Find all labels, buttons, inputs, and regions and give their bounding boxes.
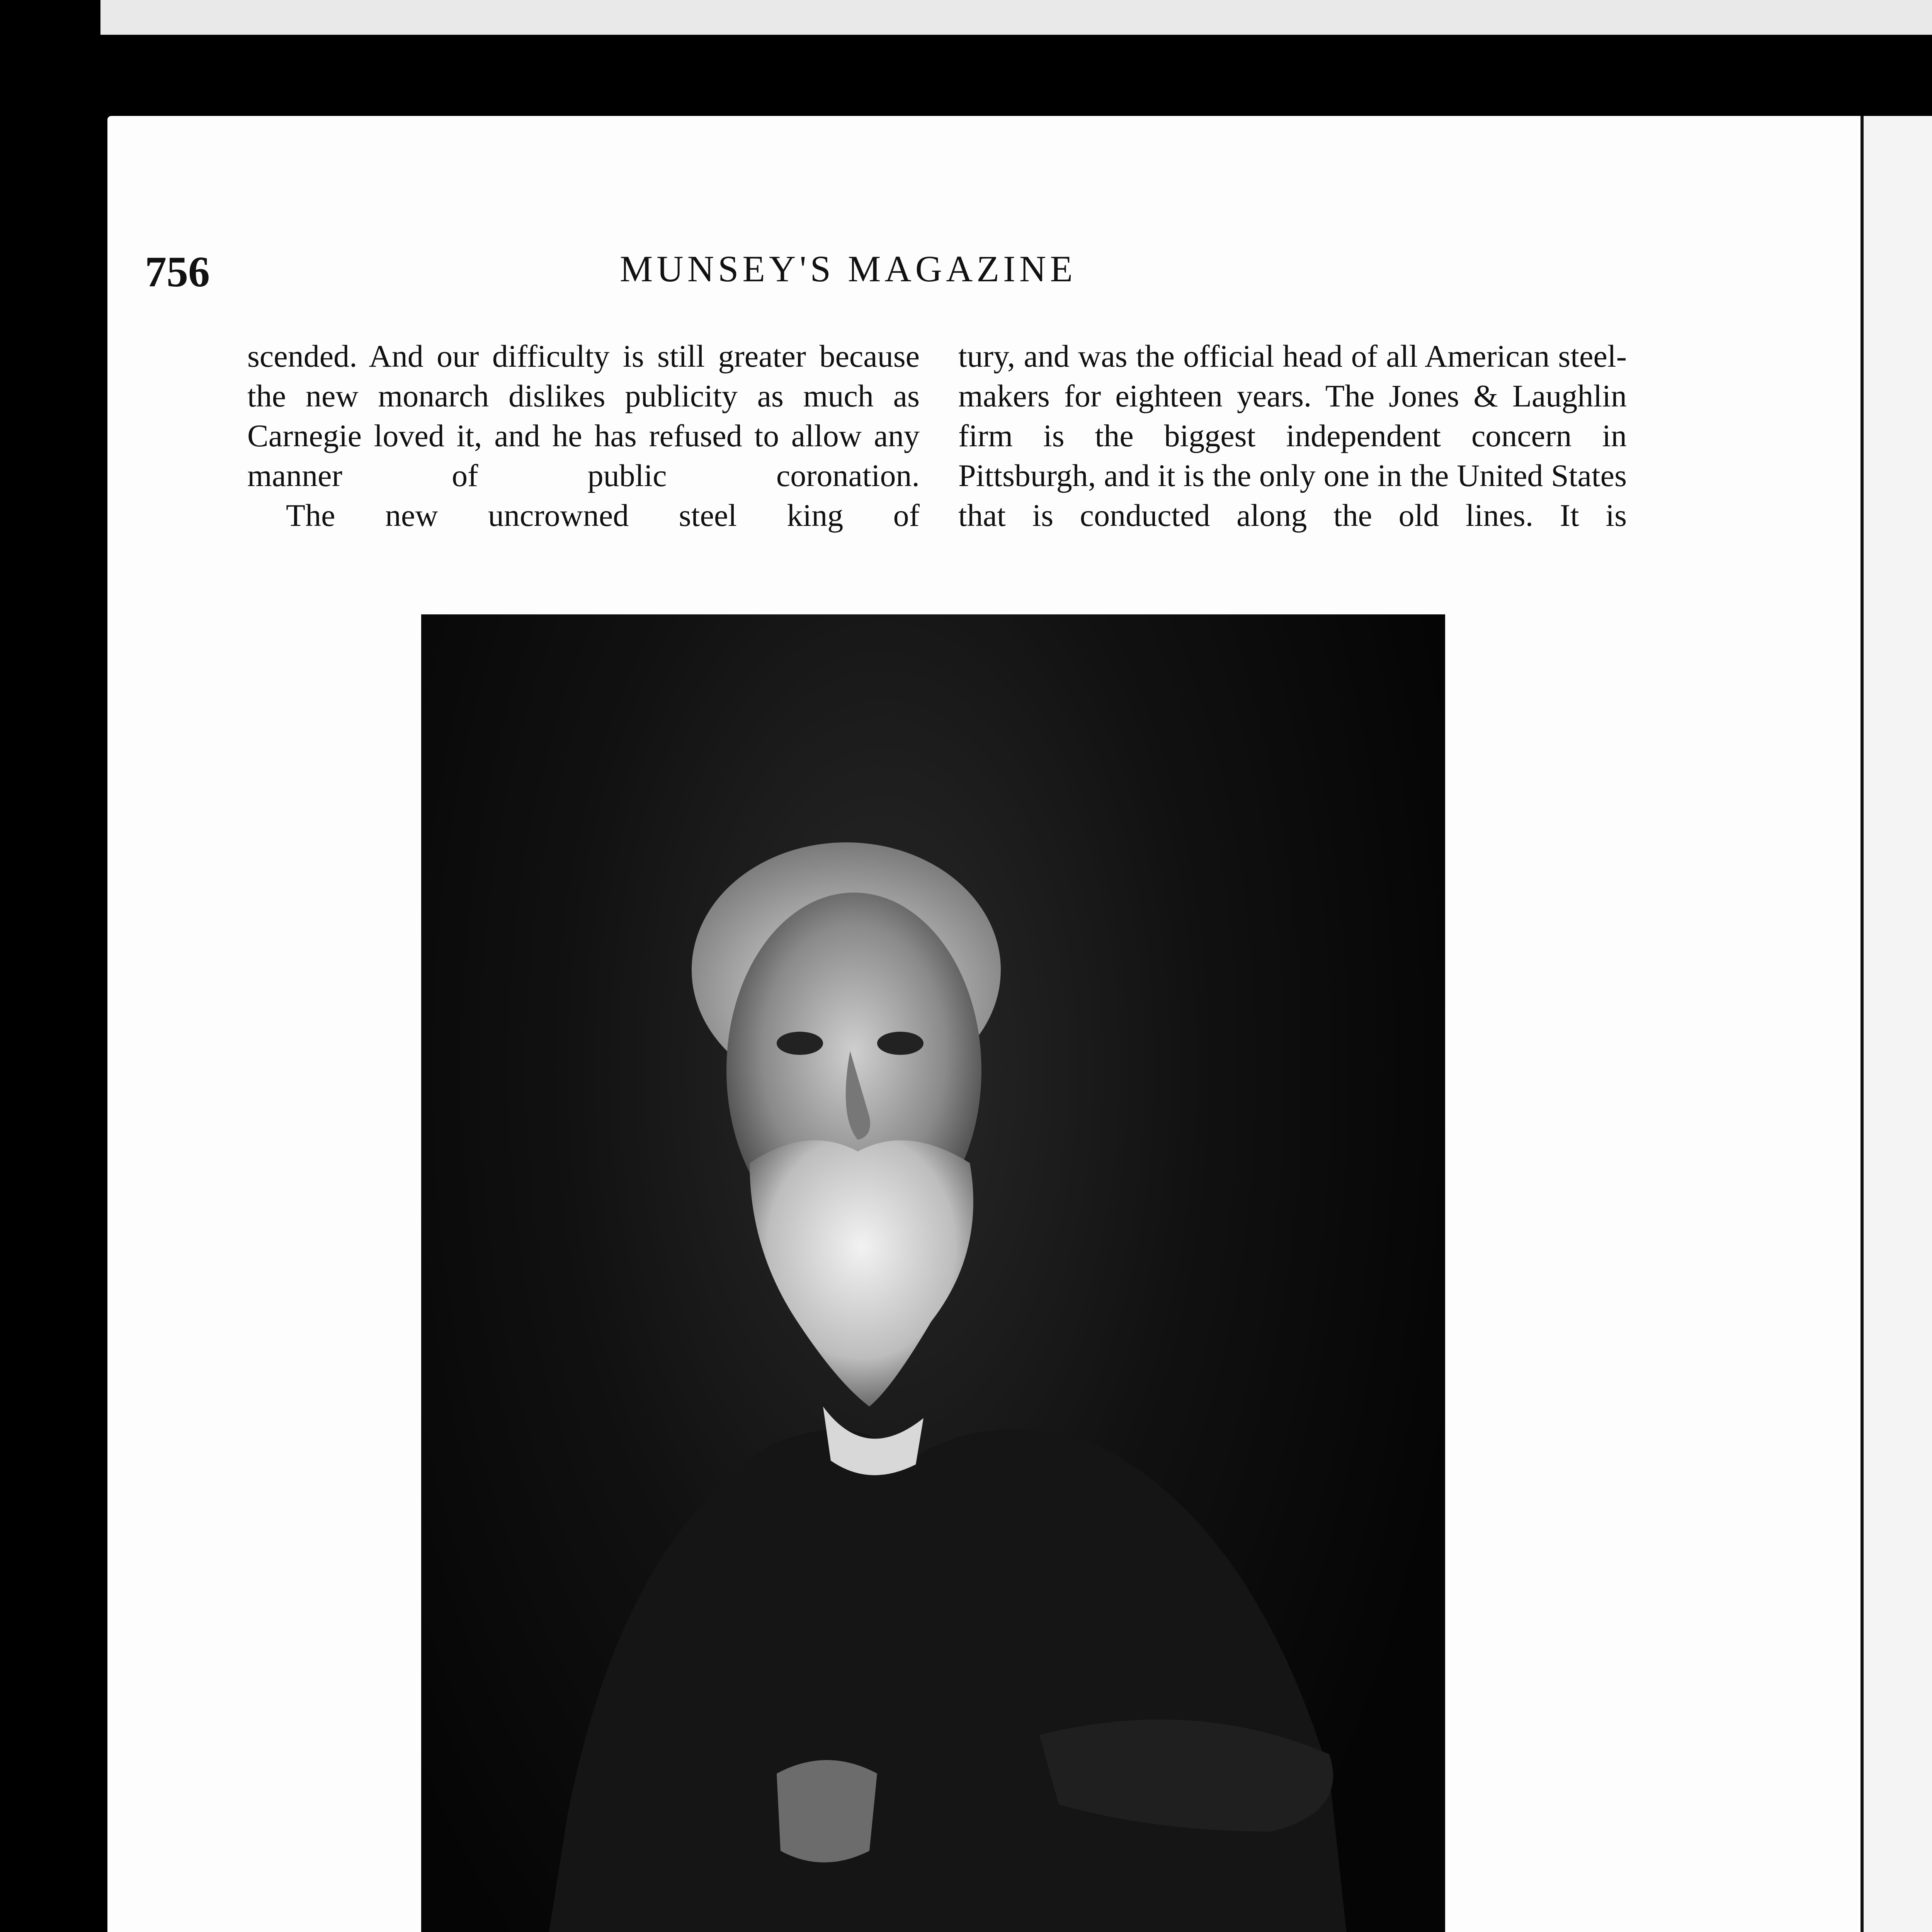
page-number: 756 — [145, 248, 210, 296]
running-head — [145, 247, 1551, 301]
magazine-title: MUNSEY'S MAGAZINE — [620, 248, 1077, 289]
column-top-left — [247, 336, 920, 535]
portrait-photograph — [421, 614, 1445, 1932]
facing-page-edge — [1861, 116, 1932, 1932]
paragraph: scended. And our difficulty is still greater because the new monarch dislikes publicity as much as Carnegie loved it, and he has refused to allow any manner of public coronation. — [247, 338, 920, 493]
paragraph: The new uncrowned steel king of — [286, 498, 920, 533]
paragraph: tury, and was the official head of all American steel-makers for eighteen years. The Jones & Laughlin firm is the biggest independent concern in Pittsburgh, and it is the only one in the United States that is conducted along the old lines. It is — [958, 338, 1627, 533]
portrait-illustration — [421, 614, 1445, 1932]
scan-top-edge — [100, 0, 1932, 35]
column-top-right — [958, 336, 1627, 535]
